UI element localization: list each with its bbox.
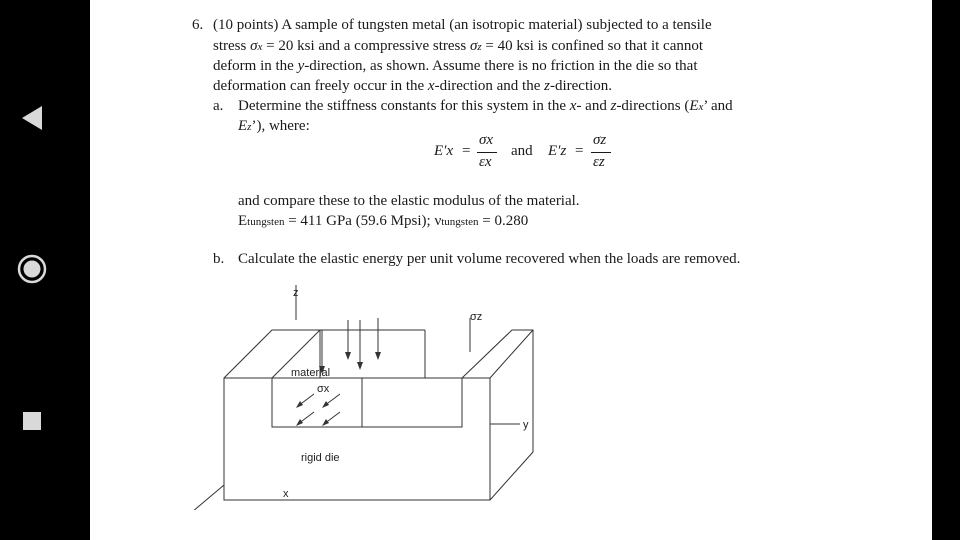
problem-line-3: deform in the y-direction, as shown. Assume there is no friction in the die so that [213,58,698,74]
back-triangle-icon[interactable] [16,102,48,134]
eq-num-sigma-x: σx [479,132,494,148]
problem-number: 6. [192,17,204,33]
sigma-x-label: σx [317,383,330,395]
x-axis-line [192,485,224,510]
eq-lhs-ez: E′z [548,143,567,159]
android-nav-bar [0,0,90,540]
problem-line-4: deformation can freely occur in the x-direction and the z-direction. [213,78,613,94]
sigma-z-label: σz [470,311,483,323]
part-a-line-2: Ez’), where: [238,118,310,134]
axis-y-label: y [523,419,529,431]
arrow-head-1 [345,352,351,360]
slot-back-right [425,330,462,378]
eq-fraction-bar-1 [477,152,497,153]
eq-equals-1: = [462,143,471,159]
part-a-label: a. [213,98,224,114]
eq-fraction-bar-2 [591,152,611,153]
recent-square-icon[interactable] [16,405,48,437]
part-a-properties: Etungsten = 411 GPa (59.6 Mpsi); νtungsten = 0.280 [238,213,529,229]
document-page [90,0,932,540]
eq-num-sigma-z: σz [593,132,607,148]
arrow-head-2 [357,362,363,370]
right-black-bar [932,0,960,540]
part-a-compare: and compare these to the elastic modulus of the material. [238,193,580,209]
die-front-face [224,378,490,500]
arrow-head-3 [375,352,381,360]
eq-and: and [511,143,533,159]
eq-den-eps-z: εz [593,154,605,170]
arrow-head-x4 [322,419,329,426]
rigid-die-label: rigid die [301,452,340,464]
part-b-text: Calculate the elastic energy per unit volume recovered when the loads are removed. [238,251,741,267]
problem-line-1: (10 points) A sample of tungsten metal (an isotropic material) subjected to a tensile [213,17,712,33]
arrow-head-x1 [296,401,303,408]
eq-lhs-ex: E′x [434,143,454,159]
problem-line-2: stress σx = 20 ksi and a compressive stress σz = 40 ksi is confined so that it cannot [213,38,704,54]
part-a-line-1: Determine the stiffness constants for this system in the x- and z-directions (Ex’ and [238,98,733,114]
die-right-top-side [462,330,533,500]
die-right-top-edge [490,330,533,378]
part-b-label: b. [213,251,225,267]
die-diagram [180,280,540,510]
eq-equals-2: = [575,143,584,159]
arrow-head-x2 [322,401,329,408]
axis-z-label: z [293,287,299,299]
arrow-head-x3 [296,419,303,426]
home-circle-icon[interactable] [16,253,48,285]
material-label: material [291,367,331,379]
eq-den-eps-x: εx [479,154,492,170]
axis-x-label: x [283,488,289,500]
